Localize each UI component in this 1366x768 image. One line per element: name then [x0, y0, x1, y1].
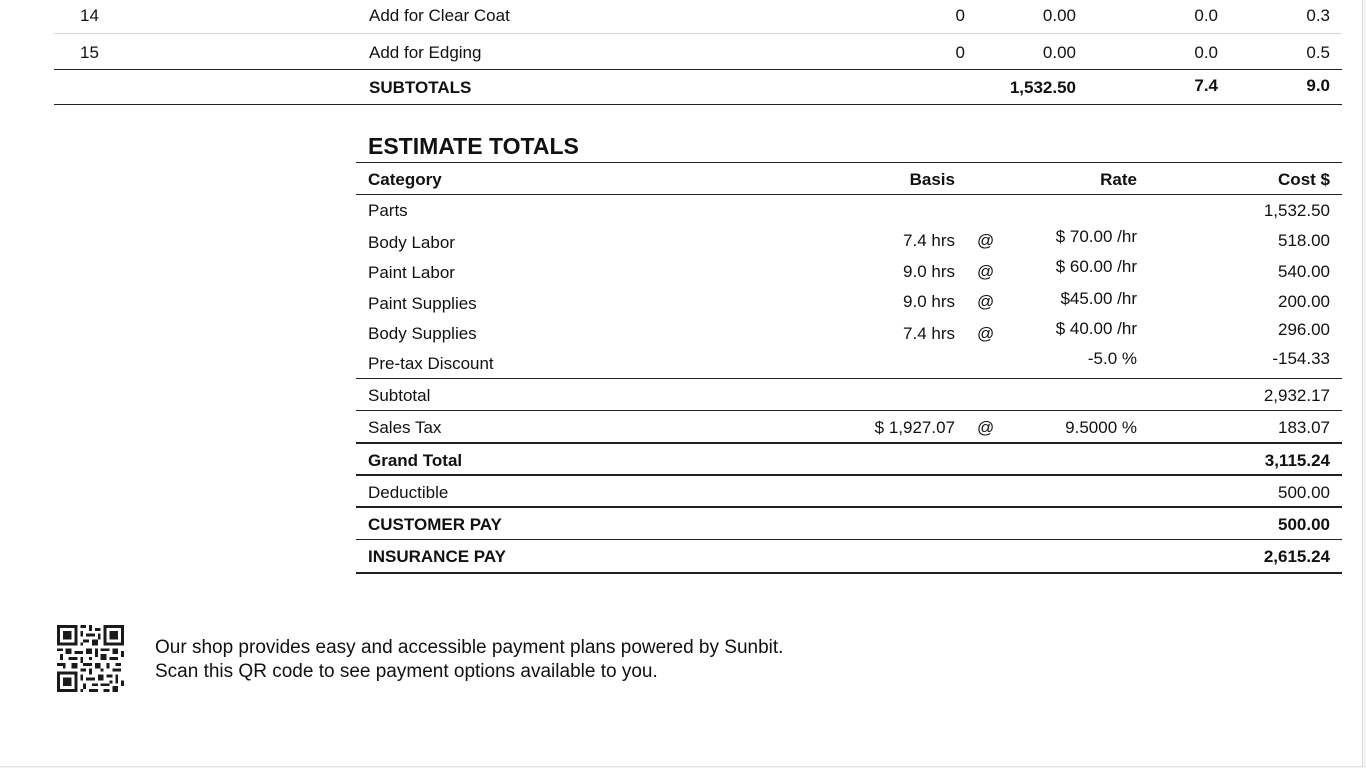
part-description: Add for Edging: [369, 43, 482, 62]
row-divider: [356, 442, 1342, 444]
sales-tax-cost: 183.07: [1278, 418, 1330, 437]
payment-plan-line-2: Scan this QR code to see payment options available to you.: [155, 661, 658, 682]
rate-value: $45.00 /hr: [1060, 289, 1137, 308]
at-symbol: @: [977, 262, 995, 281]
part-price: 0.00: [1042, 6, 1076, 25]
qr-code-icon: [56, 625, 125, 692]
estimate-totals-title: ESTIMATE TOTALS: [368, 133, 579, 159]
at-symbol: @: [977, 231, 995, 250]
row-divider: [356, 506, 1342, 508]
paint-hours: 0.5: [1306, 43, 1330, 62]
table-bottom-border: [54, 104, 1342, 105]
sales-tax-basis: $ 1,927.07: [874, 418, 955, 437]
sales-tax-rate: 9.5000 %: [1065, 418, 1137, 437]
subtotal-price: 1,532.50: [1009, 78, 1076, 97]
subtotal-paint: 9.0: [1306, 76, 1330, 95]
header-category: Category: [368, 170, 442, 189]
cost-value: 296.00: [1278, 320, 1330, 339]
header-rate: Rate: [1100, 170, 1137, 189]
cost-value: 1,532.50: [1263, 201, 1330, 220]
insurance-pay-cost: 2,615.24: [1263, 547, 1330, 566]
grand-total-cost: 3,115.24: [1264, 451, 1330, 470]
subtotal-cost: 2,932.17: [1263, 386, 1330, 405]
rate-value: $ 60.00 /hr: [1055, 257, 1137, 276]
category-label: Paint Labor: [368, 263, 455, 282]
rate-value: $ 70.00 /hr: [1055, 227, 1137, 246]
category-label: Parts: [368, 201, 408, 220]
rate-value: -5.0 %: [1087, 349, 1137, 368]
header-top-border: [356, 162, 1342, 163]
category-label: Paint Supplies: [368, 294, 477, 313]
subtotals-label: SUBTOTALS: [369, 78, 472, 97]
cost-value: 540.00: [1278, 262, 1330, 281]
line-number: 14: [80, 6, 99, 25]
cost-value: -154.33: [1272, 349, 1330, 368]
subtotal-label: Subtotal: [368, 386, 431, 405]
row-divider: [356, 539, 1342, 540]
part-description: Add for Clear Coat: [369, 6, 510, 25]
payment-plan-note: [155, 636, 955, 684]
header-basis: Basis: [909, 170, 955, 189]
cost-value: 200.00: [1278, 292, 1330, 311]
payment-plan-line-1: Our shop provides easy and accessible payment plans powered by Sunbit.: [155, 637, 784, 658]
header-cost: Cost $: [1278, 170, 1330, 189]
paint-hours: 0.3: [1306, 6, 1330, 25]
basis-value: 7.4 hrs: [903, 324, 955, 343]
at-symbol: @: [977, 292, 995, 311]
deductible-label: Deductible: [368, 483, 449, 502]
row-divider: [356, 474, 1342, 476]
basis-value: 9.0 hrs: [903, 262, 955, 281]
part-qty: 0: [955, 43, 965, 62]
at-symbol: @: [977, 418, 995, 437]
at-symbol: @: [977, 324, 995, 343]
labor-hours: 0.0: [1194, 6, 1218, 25]
basis-value: 7.4 hrs: [903, 231, 955, 250]
header-bottom-border: [356, 194, 1342, 195]
row-divider: [356, 410, 1342, 411]
subtotal-labor: 7.4: [1194, 76, 1218, 95]
table-bottom-border: [356, 572, 1342, 574]
line-number: 15: [80, 43, 99, 62]
category-label: Pre-tax Discount: [368, 354, 494, 373]
category-label: Body Labor: [368, 233, 455, 252]
part-price: 0.00: [1042, 43, 1076, 62]
part-qty: 0: [955, 6, 965, 25]
customer-pay-cost: 500.00: [1278, 515, 1330, 534]
grand-total-label: Grand Total: [368, 451, 463, 470]
labor-hours: 0.0: [1194, 43, 1218, 62]
insurance-pay-label: INSURANCE PAY: [368, 547, 506, 566]
deductible-cost: 500.00: [1278, 483, 1330, 502]
row-divider: [54, 69, 1342, 70]
category-label: Body Supplies: [368, 324, 477, 343]
basis-value: 9.0 hrs: [903, 292, 955, 311]
cost-value: 518.00: [1278, 231, 1330, 250]
customer-pay-label: CUSTOMER PAY: [368, 515, 502, 534]
row-divider: [356, 378, 1342, 379]
sales-tax-label: Sales Tax: [368, 418, 442, 437]
rate-value: $ 40.00 /hr: [1055, 319, 1137, 338]
row-divider: [54, 33, 1342, 34]
